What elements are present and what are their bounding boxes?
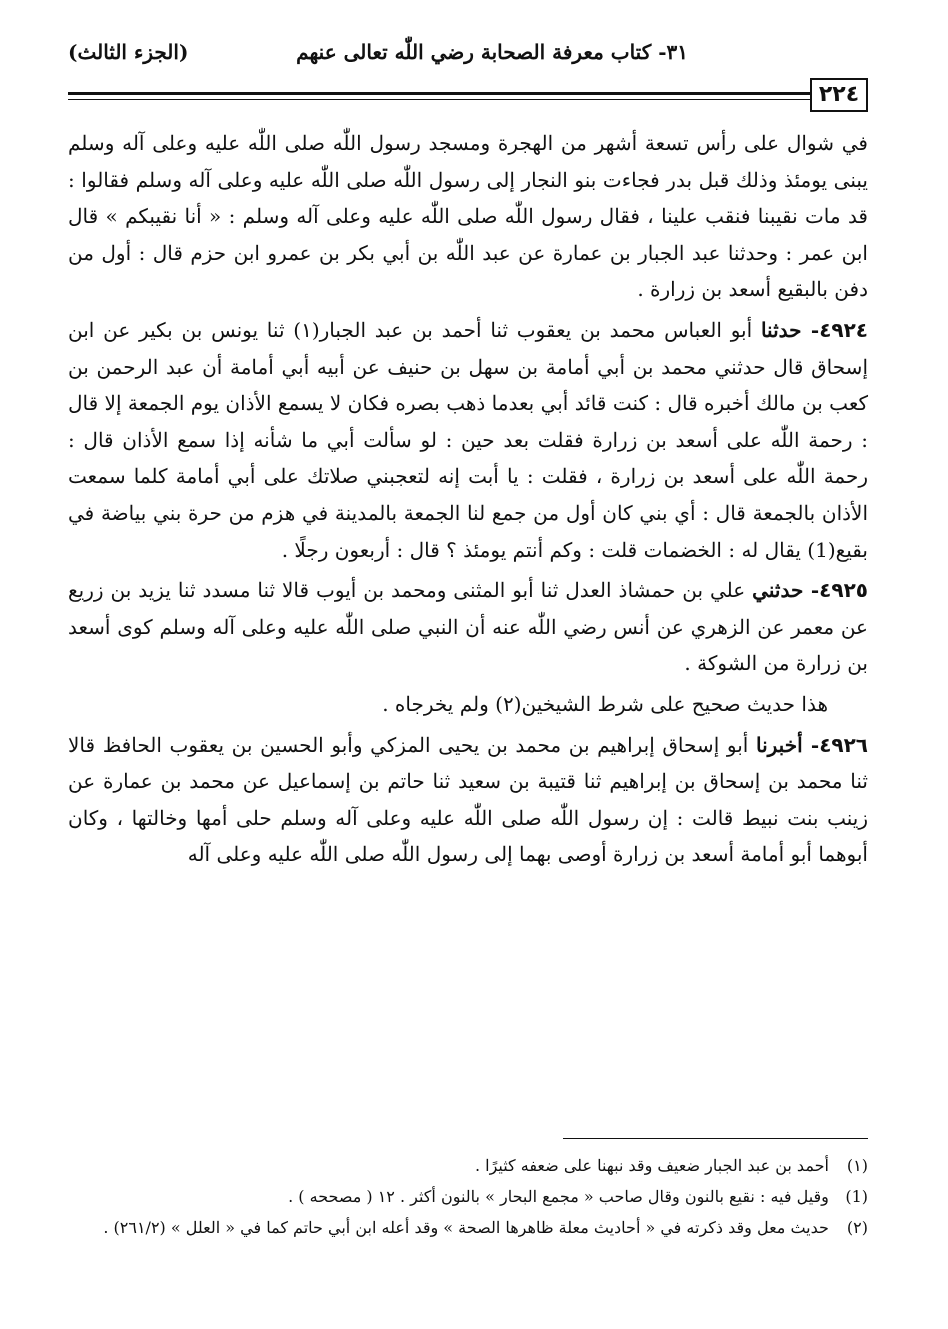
footnote-number: (1) [845, 1187, 868, 1206]
footnote [68, 1212, 868, 1243]
footnote-text: وقيل فيه : نقيع بالنون وقال صاحب « مجمع البحار » بالنون أكثر . ١٢ ( مصححه ) . [288, 1187, 829, 1206]
running-title: ٣١- كتاب معرفة الصحابة رضي اللّٰه تعالى عنهم [296, 40, 688, 64]
footnote-separator [563, 1138, 868, 1139]
hadith-lead: - حدثني [752, 578, 820, 603]
paragraph-text: في شوال على رأس تسعة أشهر من الهجرة ومسجد رسول اللّٰه صلى اللّٰه عليه وعلى آله وسلم يبنى يومئذ وذلك قبل بدر فجاءت بنو النجار إلى رسول اللّٰه صلى اللّٰه عليه وعلى آله وسلم فقالوا : قد مات نقيبنا فنقب علينا ، فقال رسول اللّٰه صلى اللّٰه عليه وعلى آله وسلم : « أنا نقيبكم » قال ابن عمر : وحدثنا عبد الجبار بن عمارة عن عبد اللّٰه بن أبي بكر بن عمرو ابن حزم قال : أول من دفن بالبقيع أسعد بن زرارة . [68, 131, 868, 302]
body-text [68, 125, 868, 877]
hadith-lead: - أخبرنا [755, 732, 820, 757]
hadith-number: ٤٩٢٤ [819, 317, 869, 342]
paragraph-text: أبو إسحاق إبراهيم بن محمد بن يحيى المزكي وأبو الحسين بن يعقوب الحافظ قالا ثنا محمد بن إسحاق بن إبراهيم ثنا قتيبة بن سعيد ثنا حاتم بن إسماعيل عن محمد بن عمارة عن زينب بنت نبيط قالت : إن رسول اللّٰه صلى اللّٰه عليه وعلى آله وسلم حلى أمها وخالتها ، وكان أبوهما أبو أمامة أسعد بن زرارة أوصى بهما إلى رسول اللّٰه صلى اللّٰه عليه وعلى آله [68, 732, 868, 867]
hadith-paragraph [68, 312, 868, 568]
hadith-paragraph [68, 727, 868, 873]
hadith-lead: - حدثنا [760, 317, 820, 342]
hadith-number: ٤٩٢٥ [819, 578, 868, 603]
paragraph-text: هذا حديث صحيح على شرط الشيخين(٢) ولم يخرجاه . [382, 691, 828, 716]
footnote-text: حديث معل وقد ذكرته في « أحاديث معلة ظاهرها الصحة » وقد أعله ابن أبي حاتم كما في « العلل » (٢٦١/٢) . [103, 1218, 829, 1237]
volume-label: (الجزء الثالث) [68, 40, 189, 64]
footnote-text: أحمد بن عبد الجبار ضعيف وقد نبهنا على ضعفه كثيرًا . [474, 1156, 829, 1175]
footnote [68, 1181, 868, 1212]
paragraph-text: أبو العباس محمد بن يعقوب ثنا أحمد بن عبد الجبار(١) ثنا يونس بن بكير عن ابن إسحاق قال حدثني محمد بن أبي أمامة بن سهل بن حنيف عن أبيه أبي أمامة أن عبد الرحمن بن كعب بن مالك أخبره قال : كنت قائد أبي بعدما ذهب بصره فكان لا يسمع الأذان يوم الجمعة إلا قال : رحمة اللّٰه على أسعد بن زرارة فقلت بعد حين : لو سألت أبي ما شأنه إذا سمع الأذان قال : رحمة اللّٰه على أسعد بن زرارة ، فقلت : يا أبت إنه لتعجبني صلاتك على أبي أمامة كلما سمعت الأذان بالجمعة قال : أي بني كان أول من جمع لنا الجمعة بالمدينة في هزم من حرة بني بياضة في بقيع(1) يقال له : الخضمات قلت : وكم أنتم يومئذ ؟ قال : أربعون رجلًا . [68, 317, 868, 562]
paragraph [68, 125, 868, 308]
paragraph-text: علي بن حمشاذ العدل ثنا أبو المثنى ومحمد بن أيوب قالا ثنا مسدد ثنا يزيد بن زريع عن معمر عن الزهري عن أنس رضي اللّٰه عنه أن النبي صلى اللّٰه عليه وعلى آله وسلم كوى أسعد بن زرارة من الشوكة . [68, 578, 868, 676]
page-header [68, 40, 868, 107]
footnote-number: (١) [846, 1156, 868, 1175]
footnote [68, 1150, 868, 1181]
page-number: ٢٢٤ [810, 78, 868, 112]
footnotes [68, 1150, 868, 1243]
header-rule-thin [68, 99, 810, 100]
header-rule [68, 92, 810, 95]
hadith-paragraph [68, 572, 868, 682]
footnote-number: (٢) [846, 1218, 868, 1237]
grading-paragraph [68, 686, 868, 723]
hadith-number: ٤٩٢٦ [819, 732, 869, 757]
